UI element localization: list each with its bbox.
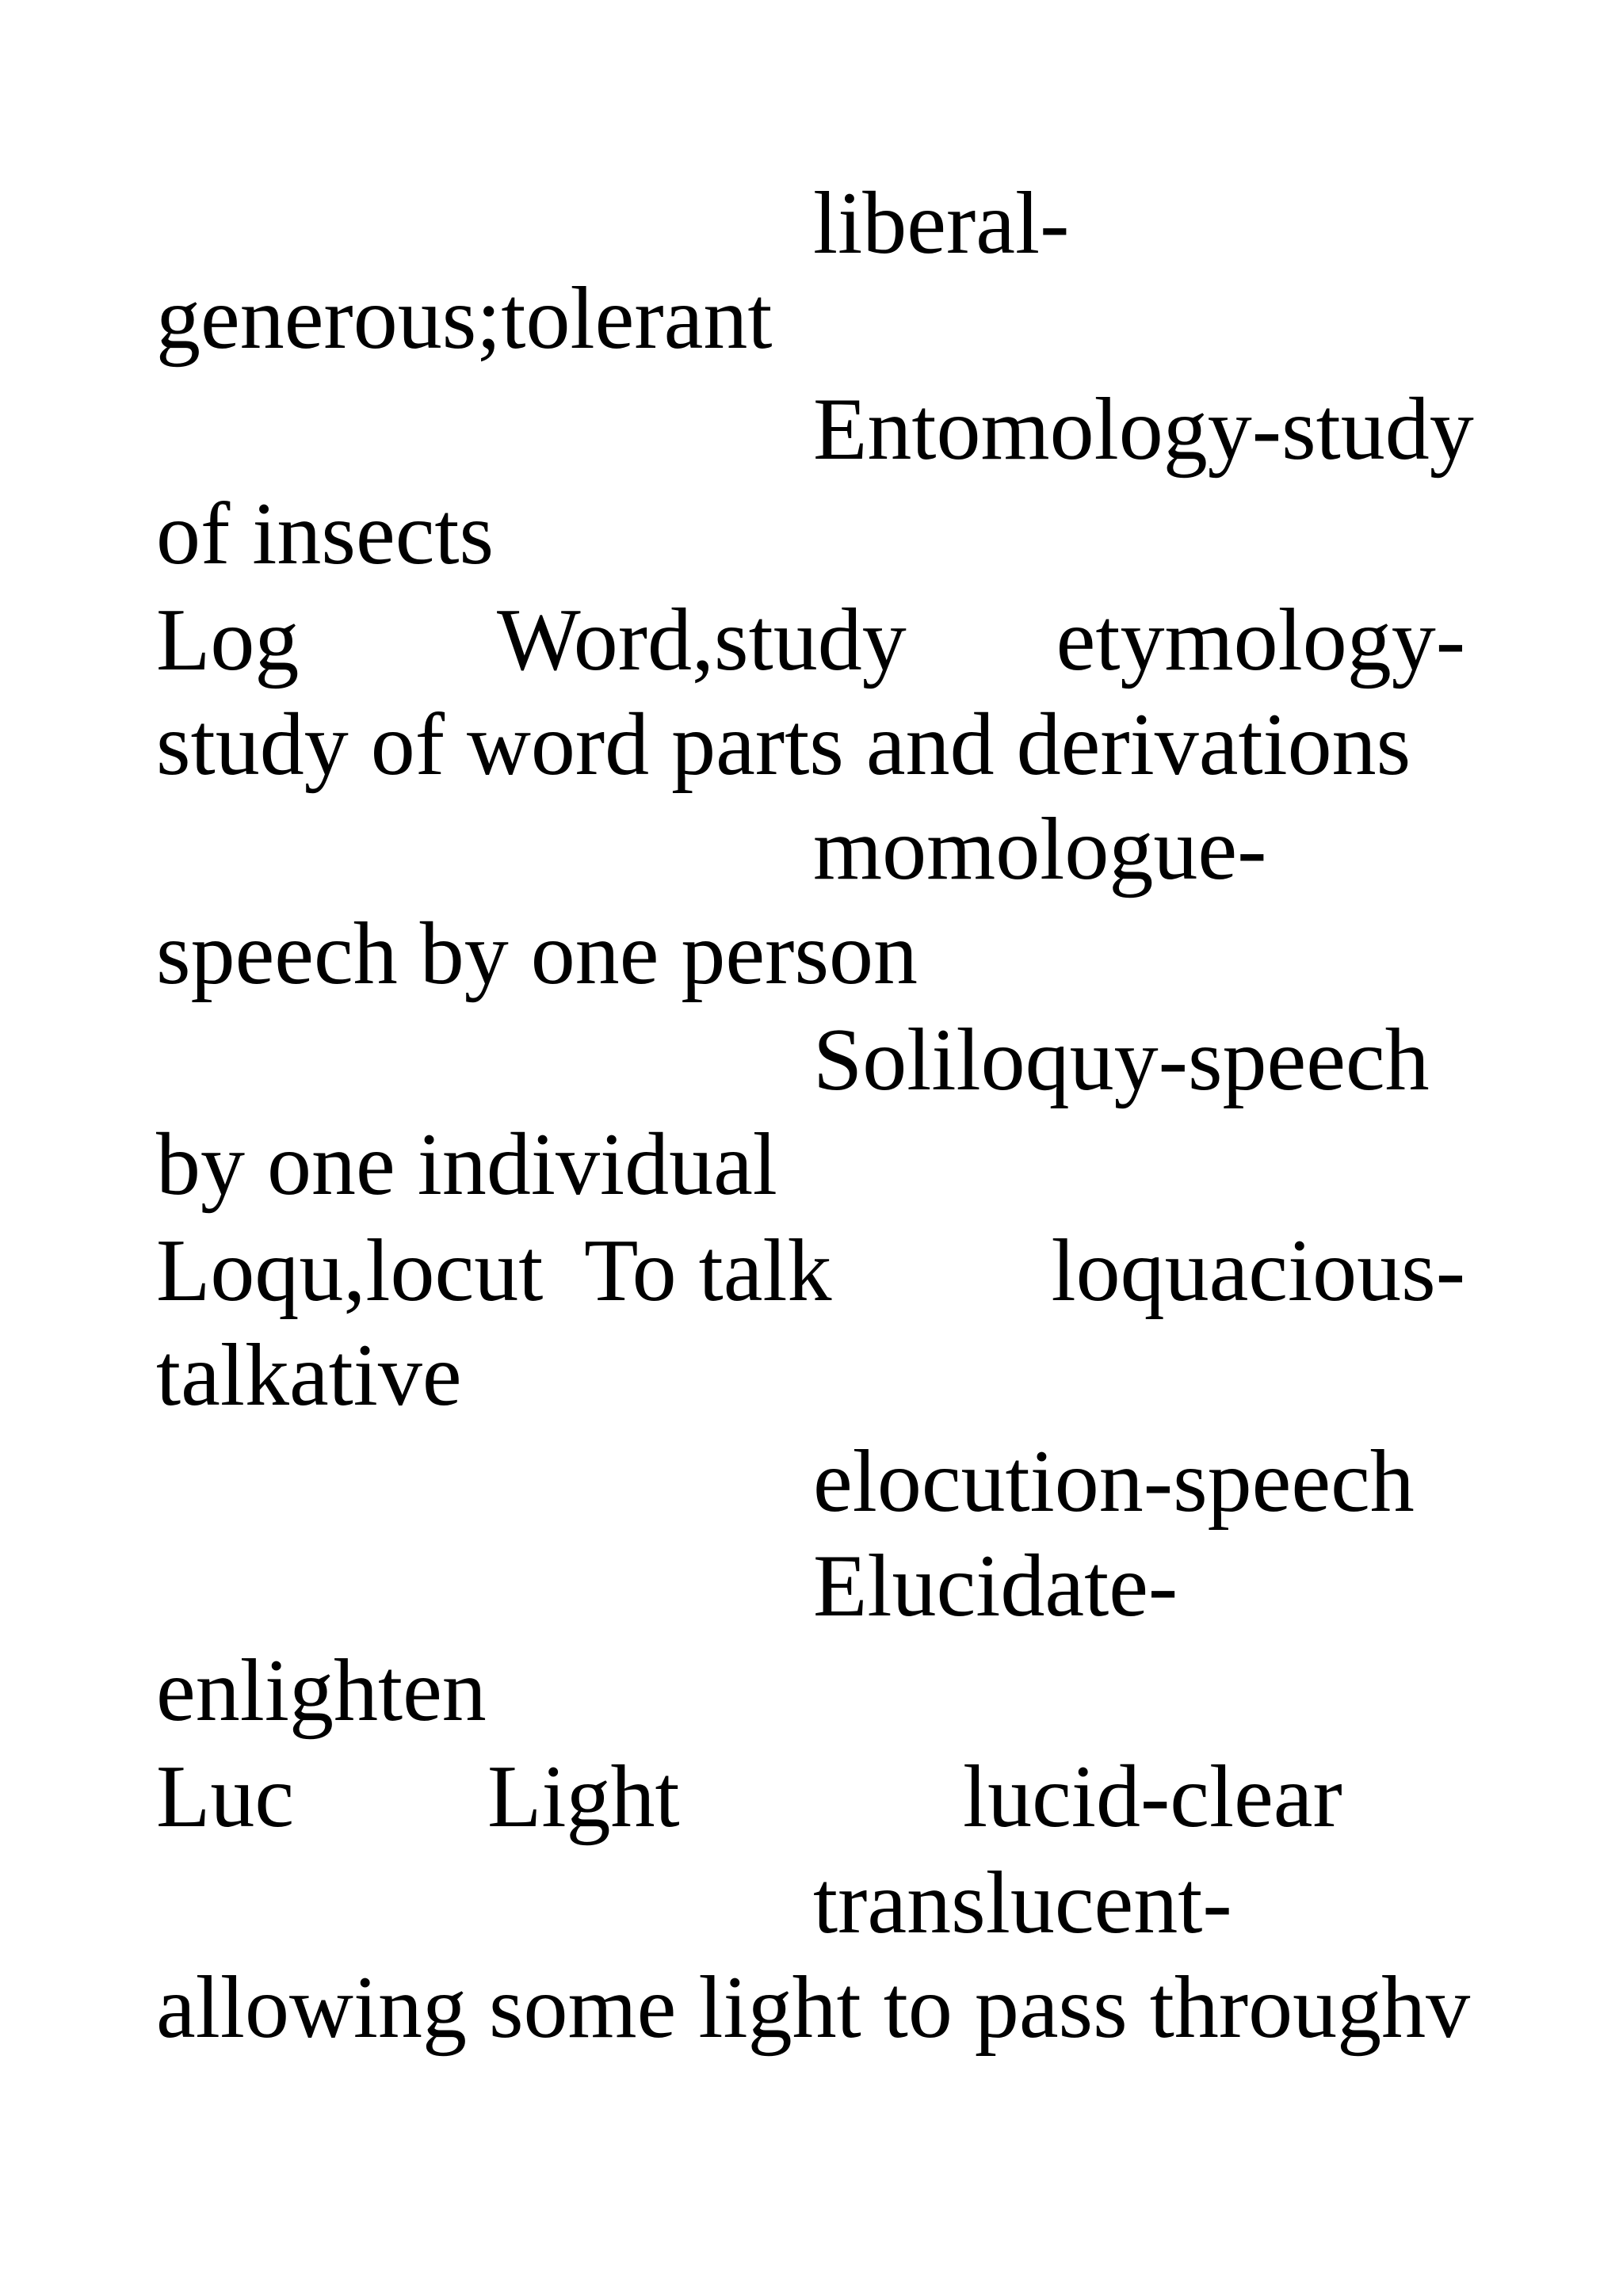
root-meaning: To talk bbox=[584, 1222, 832, 1320]
root-example: lucid-clear bbox=[963, 1748, 1342, 1846]
root-row-loqu bbox=[156, 1222, 1465, 1320]
root-row-luc bbox=[156, 1748, 1465, 1846]
text-line: Soliloquy-speech bbox=[813, 1011, 1430, 1109]
root-meaning: Word,study bbox=[497, 591, 907, 689]
text-line: allowing some light to pass throughv bbox=[156, 1958, 1471, 2057]
root-word: Log bbox=[156, 591, 300, 689]
text-line: Entomology-study bbox=[813, 380, 1474, 479]
text-line: generous;tolerant bbox=[156, 269, 773, 368]
root-word: Loqu,locut bbox=[156, 1222, 544, 1320]
text-line: study of word parts and derivations bbox=[156, 696, 1411, 794]
text-line: speech by one person bbox=[156, 905, 918, 1003]
text-line: by one individual bbox=[156, 1116, 777, 1214]
root-word: Luc bbox=[156, 1748, 295, 1846]
text-line: of insects bbox=[156, 485, 495, 583]
text-line: momologue- bbox=[813, 800, 1267, 898]
root-row-log bbox=[156, 591, 1465, 689]
text-line: liberal- bbox=[813, 174, 1070, 273]
text-line: talkative bbox=[156, 1326, 462, 1425]
text-line: translucent- bbox=[813, 1854, 1232, 1952]
root-example: loquacious- bbox=[1051, 1222, 1465, 1320]
text-line: elocution-speech bbox=[813, 1432, 1415, 1531]
text-line: Elucidate- bbox=[813, 1537, 1178, 1635]
text-line: enlighten bbox=[156, 1642, 487, 1740]
root-example: etymology- bbox=[1056, 591, 1465, 689]
root-meaning: Light bbox=[487, 1748, 680, 1846]
